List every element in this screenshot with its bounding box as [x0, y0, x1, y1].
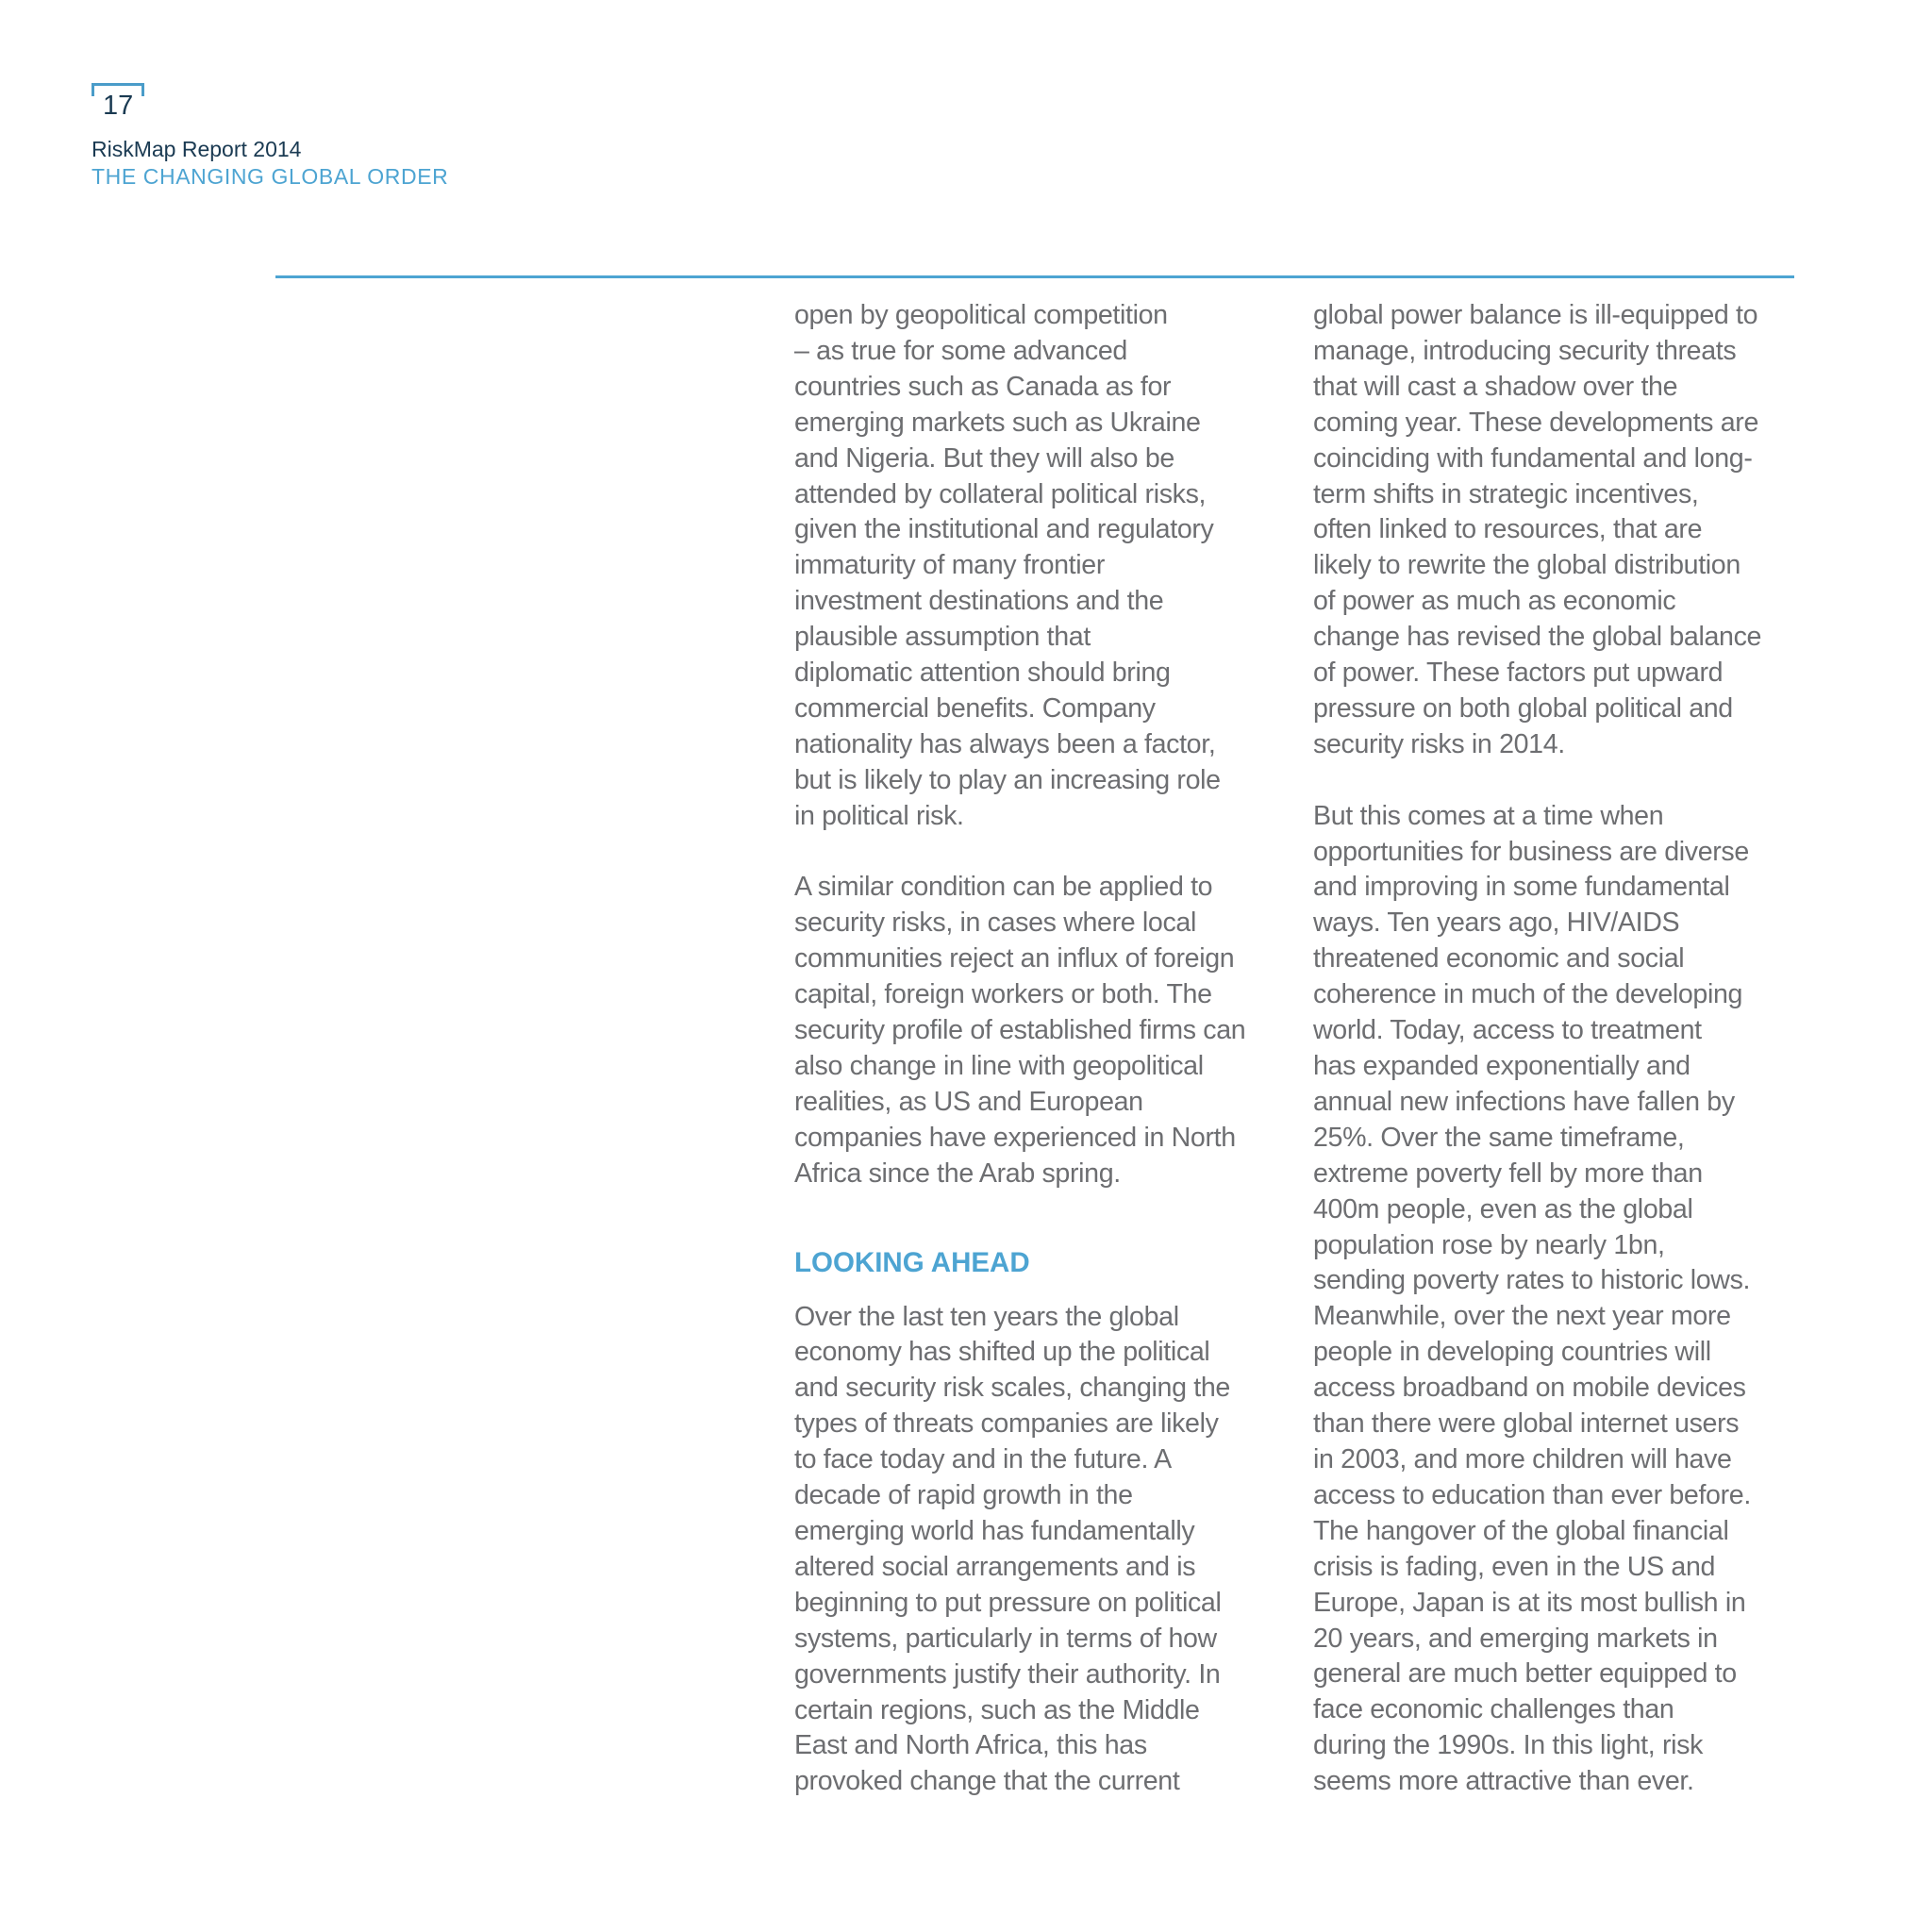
text-line: often linked to resources, that are	[1313, 514, 1703, 545]
text-line: governments justify their authority. In	[794, 1658, 1221, 1690]
text-line: annual new infections have fallen by	[1313, 1086, 1735, 1117]
text-line: term shifts in strategic incentives,	[1313, 478, 1699, 509]
text-line: emerging markets such as Ukraine	[794, 407, 1201, 438]
text-line: capital, foreign workers or both. The	[794, 979, 1212, 1010]
paragraph	[794, 298, 1285, 835]
text-line: of power. These factors put upward	[1313, 658, 1724, 689]
text-line: world. Today, access to treatment	[1313, 1015, 1702, 1046]
text-line: threatened economic and social	[1313, 943, 1685, 974]
text-line: coming year. These developments are	[1313, 407, 1759, 438]
text-line: 20 years, and emerging markets in	[1313, 1623, 1718, 1654]
text-line: population rose by nearly 1bn,	[1313, 1229, 1665, 1260]
text-line: to face today and in the future. A	[794, 1444, 1172, 1475]
text-line: than there were global internet users	[1313, 1408, 1740, 1440]
text-line: extreme poverty fell by more than	[1313, 1158, 1703, 1189]
text-line: given the institutional and regulatory	[794, 514, 1214, 545]
text-line: communities reject an influx of foreign	[794, 943, 1235, 974]
text-line: pressure on both global political and	[1313, 692, 1733, 724]
text-line: access broadband on mobile devices	[1313, 1373, 1746, 1404]
text-line: and security risk scales, changing the	[794, 1373, 1230, 1404]
text-line: realities, as US and European	[794, 1086, 1143, 1117]
text-line: and improving in some fundamental	[1313, 872, 1730, 903]
text-line: 25%. Over the same timeframe,	[1313, 1122, 1685, 1153]
text-line: But this comes at a time when	[1313, 800, 1664, 831]
text-line: altered social arrangements and is	[794, 1551, 1196, 1582]
text-line: Europe, Japan is at its most bullish in	[1313, 1587, 1746, 1618]
text-line: in political risk.	[794, 800, 964, 831]
paragraph	[1313, 298, 1804, 763]
text-line: diplomatic attention should bring	[794, 658, 1171, 689]
text-line: The hangover of the global financial	[1313, 1515, 1729, 1546]
text-column-right	[1313, 298, 1804, 1800]
text-line: face economic challenges than	[1313, 1694, 1674, 1725]
text-line: Meanwhile, over the next year more	[1313, 1301, 1731, 1332]
text-line: immaturity of many frontier	[794, 550, 1105, 581]
text-line: change has revised the global balance	[1313, 622, 1762, 653]
header-divider	[275, 275, 1794, 278]
paragraph	[1313, 799, 1804, 1800]
text-line: nationality has always been a factor,	[794, 728, 1216, 759]
text-line: seems more attractive than ever.	[1313, 1766, 1694, 1797]
text-line: certain regions, such as the Middle	[794, 1694, 1200, 1725]
text-line: systems, particularly in terms of how	[794, 1623, 1217, 1654]
text-line: crisis is fading, even in the US and	[1313, 1551, 1716, 1582]
text-line: security risks, in cases where local	[794, 908, 1196, 939]
section-title: THE CHANGING GLOBAL ORDER	[92, 164, 449, 189]
text-line: Africa since the Arab spring.	[794, 1158, 1121, 1189]
page-number: 17	[103, 91, 134, 121]
text-line: decade of rapid growth in the	[794, 1480, 1133, 1511]
text-line: ways. Ten years ago, HIV/AIDS	[1313, 908, 1680, 939]
text-column-left	[794, 298, 1285, 1800]
text-line: people in developing countries will	[1313, 1337, 1711, 1368]
page-marker	[92, 83, 146, 121]
text-line: 400m people, even as the global	[1313, 1193, 1693, 1224]
text-line: Over the last ten years the global	[794, 1301, 1179, 1332]
text-line: plausible assumption that	[794, 622, 1091, 653]
text-line: that will cast a shadow over the	[1313, 371, 1678, 402]
paragraph	[794, 870, 1285, 1191]
text-line: security risks in 2014.	[1313, 728, 1565, 759]
text-line: provoked change that the current	[794, 1766, 1180, 1797]
text-line: beginning to put pressure on political	[794, 1587, 1222, 1618]
text-line: coherence in much of the developing	[1313, 979, 1743, 1010]
text-line: types of threats companies are likely	[794, 1408, 1219, 1440]
paragraph	[794, 1300, 1285, 1801]
text-line: attended by collateral political risks,	[794, 478, 1207, 509]
text-line: countries such as Canada as for	[794, 371, 1172, 402]
text-line: in 2003, and more children will have	[1313, 1443, 1732, 1474]
text-line: opportunities for business are diverse	[1313, 836, 1749, 867]
text-line: security profile of established firms can	[794, 1015, 1246, 1046]
text-line: and Nigeria. But they will also be	[794, 442, 1174, 474]
section-heading: LOOKING AHEAD	[794, 1246, 1030, 1278]
text-line: economy has shifted up the political	[794, 1337, 1210, 1368]
report-title: RiskMap Report 2014	[92, 137, 302, 161]
text-line: open by geopolitical competition	[794, 300, 1168, 330]
text-line: emerging world has fundamentally	[794, 1515, 1195, 1546]
text-line: sending poverty rates to historic lows.	[1313, 1265, 1751, 1296]
text-line: – as true for some advanced	[794, 335, 1127, 366]
text-line: of power as much as economic	[1313, 586, 1676, 617]
text-line: companies have experienced in North	[794, 1122, 1236, 1153]
text-line: manage, introducing security threats	[1313, 335, 1737, 366]
text-line: access to education than ever before.	[1313, 1479, 1751, 1510]
text-line: East and North Africa, this has	[794, 1730, 1147, 1761]
text-line: likely to rewrite the global distribution	[1313, 550, 1740, 581]
text-line: has expanded exponentially and	[1313, 1051, 1690, 1082]
text-line: coinciding with fundamental and long-	[1313, 442, 1753, 474]
text-line: during the 1990s. In this light, risk	[1313, 1730, 1704, 1761]
text-line: commercial benefits. Company	[794, 692, 1156, 724]
text-line: A similar condition can be applied to	[794, 872, 1213, 903]
text-line: general are much better equipped to	[1313, 1658, 1737, 1690]
text-line: but is likely to play an increasing role	[794, 764, 1221, 795]
text-line: also change in line with geopolitical	[794, 1051, 1204, 1082]
text-line: global power balance is ill-equipped to	[1313, 300, 1758, 330]
text-line: investment destinations and the	[794, 586, 1164, 617]
